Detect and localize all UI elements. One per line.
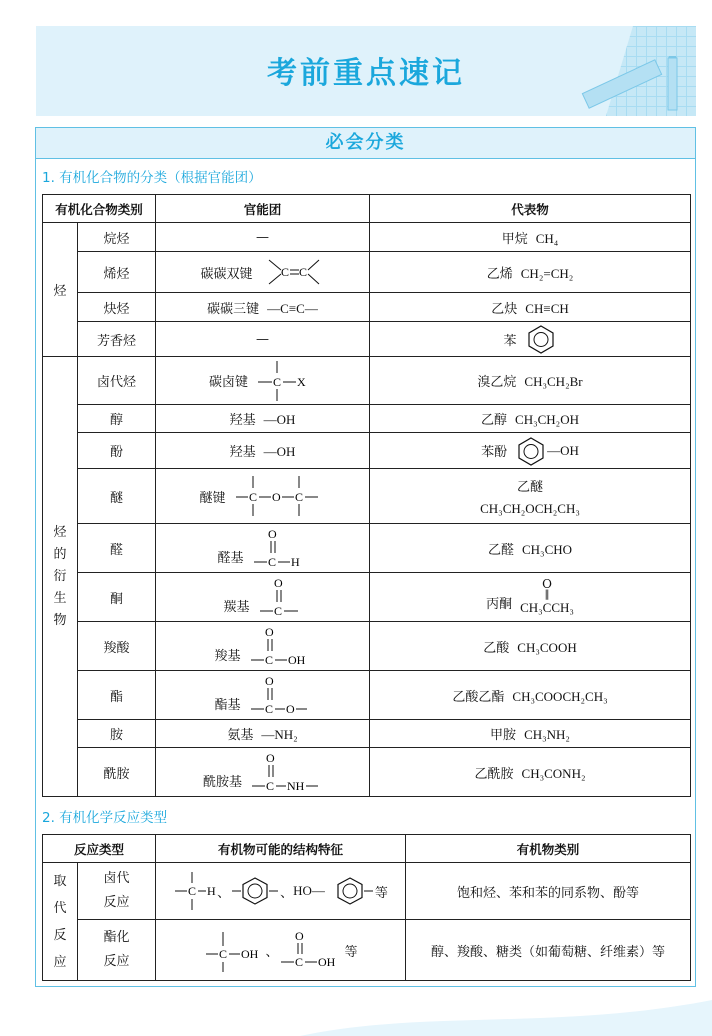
group-derivative: 烃 的 衍 生 物 — [43, 357, 78, 797]
rep-cell: 溴乙烷 CH₃CH₂Br — [370, 357, 691, 405]
ketone-structure — [258, 575, 302, 619]
table-row — [43, 223, 691, 252]
table-row — [43, 748, 691, 797]
table-header-row — [43, 835, 691, 863]
rep-cell: 苯酚 —OH — [370, 433, 691, 469]
category-cell: 烯烃 — [78, 252, 156, 293]
fg-cell: 羰基 O C — [156, 573, 370, 622]
header-representative: 代表物 — [370, 195, 691, 223]
class-cell: 饱和烃、苯和苯的同系物、酚等 — [406, 863, 691, 920]
section-header: 必会分类 — [36, 128, 695, 159]
group-hydrocarbon: 烃 — [43, 223, 78, 357]
fg-cell: 羟基 —OH — [156, 405, 370, 433]
category-cell: 芳香烃 — [78, 322, 156, 357]
table-row — [43, 433, 691, 469]
svg-text:C: C — [273, 374, 282, 389]
rep-cell: 乙醚 CH₃CH₂OCH₂CH₃ — [370, 469, 691, 524]
svg-text:O: O — [271, 490, 281, 504]
category-cell: 卤代烃 — [78, 357, 156, 405]
fg-cell: 酰胺基 O C NH — [156, 748, 370, 797]
page-title: 考前重点速记 — [267, 56, 465, 91]
table-row — [43, 720, 691, 748]
reaction-table — [42, 834, 691, 981]
ester-structure — [249, 673, 311, 717]
alkene-structure — [261, 254, 325, 290]
header-reaction-type: 反应类型 — [43, 835, 156, 863]
rep-cell: 乙酸乙酯 CH₃COOCH₂CH₃ — [370, 671, 691, 720]
rep-cell: 乙炔 CH≡CH — [370, 293, 691, 322]
title-banner — [36, 26, 696, 116]
rep-cell: 丙酮 O ‖ CH₃CCH₃ — [370, 573, 691, 622]
fg-cell: 碳卤键 C X — [156, 357, 370, 405]
table-header-row — [43, 195, 691, 223]
table-row — [43, 863, 691, 920]
table-row — [43, 252, 691, 293]
category-cell: 酚 — [78, 433, 156, 469]
rep-cell: 苯 — [370, 322, 691, 357]
halide-structure — [256, 359, 316, 403]
rep-cell: 乙醇 CH₃CH₂OH — [370, 405, 691, 433]
rep-cell: 甲胺 CH₃NH₂ — [370, 720, 691, 748]
table-row — [43, 671, 691, 720]
svg-text:C: C — [280, 265, 289, 279]
svg-text:C: C — [294, 955, 303, 969]
decorative-wave — [300, 1000, 712, 1036]
svg-text:C: C — [218, 947, 227, 961]
carboxyl-structure — [279, 928, 341, 972]
carboxyl-structure — [249, 624, 311, 668]
fg-cell: 碳碳三键 —C≡C— — [156, 293, 370, 322]
svg-text:C: C — [188, 884, 197, 898]
table-row — [43, 622, 691, 671]
svg-text:C: C — [298, 265, 307, 279]
header-feature: 有机物可能的结构特征 — [156, 835, 406, 863]
category-cell: 醇 — [78, 405, 156, 433]
category-cell: 酮 — [78, 573, 156, 622]
fg-cell: — — [156, 223, 370, 252]
table-row — [43, 573, 691, 622]
svg-text:OH: OH — [240, 947, 258, 961]
category-cell: 烷烃 — [78, 223, 156, 252]
amide-structure — [250, 750, 322, 794]
svg-text:O: O — [267, 527, 277, 541]
table-row — [43, 293, 691, 322]
table-row — [43, 357, 691, 405]
category-cell: 醛 — [78, 524, 156, 573]
category-cell: 羧酸 — [78, 622, 156, 671]
svg-text:C: C — [273, 604, 282, 618]
rep-cell: 甲烷 CH₄ — [370, 223, 691, 252]
svg-text:C: C — [266, 779, 275, 793]
svg-text:C: C — [267, 555, 276, 569]
group-substitution: 取 代 反 应 — [43, 863, 78, 981]
fg-cell: 酯基 O C O — [156, 671, 370, 720]
feature-cell: C H 、 、 HO— 等 — [156, 863, 406, 920]
header-functional-group: 官能团 — [156, 195, 370, 223]
category-cell: 酰胺 — [78, 748, 156, 797]
category-cell: 酯 — [78, 671, 156, 720]
section-title-2: 2. 有机化学反应类型 — [42, 810, 168, 826]
category-cell: 醚 — [78, 469, 156, 524]
aldehyde-structure — [252, 526, 308, 570]
benzene-ring-icon — [525, 324, 557, 354]
header-class: 有机物类别 — [406, 835, 691, 863]
svg-text:OH: OH — [317, 955, 335, 969]
fg-cell: 醚键 C O C — [156, 469, 370, 524]
category-cell: 胺 — [78, 720, 156, 748]
fg-cell: 醛基 O C H — [156, 524, 370, 573]
classification-table — [42, 194, 691, 797]
fg-cell: 碳碳双键 C C — [156, 252, 370, 293]
phenol-ring-icon — [325, 876, 375, 906]
svg-text:NH: NH — [287, 779, 305, 793]
svg-text:O: O — [264, 674, 274, 688]
section-title-1: 1. 有机化合物的分类（根据官能团） — [42, 170, 262, 186]
svg-text:C: C — [294, 490, 303, 504]
fg-cell: — — [156, 322, 370, 357]
type-cell: 酯化 反应 — [78, 920, 156, 981]
header-category: 有机化合物类别 — [43, 195, 156, 223]
svg-text:H: H — [207, 884, 216, 898]
svg-text:O: O — [285, 702, 295, 716]
fg-cell: 氨基 —NH₂ — [156, 720, 370, 748]
feature-cell: C OH 、 O C OH 等 — [156, 920, 406, 981]
svg-text:O: O — [273, 576, 283, 590]
svg-text:O: O — [266, 751, 275, 765]
category-cell: 炔烃 — [78, 293, 156, 322]
rep-cell: 乙酰胺 CH₃CONH₂ — [370, 748, 691, 797]
c-oh-structure — [204, 928, 266, 972]
class-cell: 醇、羧酸、糖类（如葡萄糖、纤维素）等 — [406, 920, 691, 981]
fg-cell: 羧基 O C OH — [156, 622, 370, 671]
table-row — [43, 405, 691, 433]
svg-text:C: C — [248, 490, 257, 504]
table-row — [43, 524, 691, 573]
svg-text:O: O — [294, 929, 304, 943]
rep-cell: 乙烯 CH₂=CH₂ — [370, 252, 691, 293]
svg-text:H: H — [290, 555, 300, 569]
type-cell: 卤代 反应 — [78, 863, 156, 920]
table-row — [43, 469, 691, 524]
svg-text:C: C — [264, 702, 273, 716]
ch-structure — [173, 871, 217, 911]
benzene-ring-icon — [230, 876, 280, 906]
ether-structure — [234, 473, 326, 519]
svg-text:OH: OH — [287, 653, 305, 667]
table-row — [43, 920, 691, 981]
svg-text:X: X — [297, 374, 306, 389]
rep-cell: 乙酸 CH₃COOH — [370, 622, 691, 671]
svg-text:O: O — [264, 625, 274, 639]
rep-cell: 乙醛 CH₃CHO — [370, 524, 691, 573]
benzene-ring-icon — [515, 436, 547, 466]
svg-text:C: C — [264, 653, 273, 667]
table-row — [43, 322, 691, 357]
fg-cell: 羟基 —OH — [156, 433, 370, 469]
